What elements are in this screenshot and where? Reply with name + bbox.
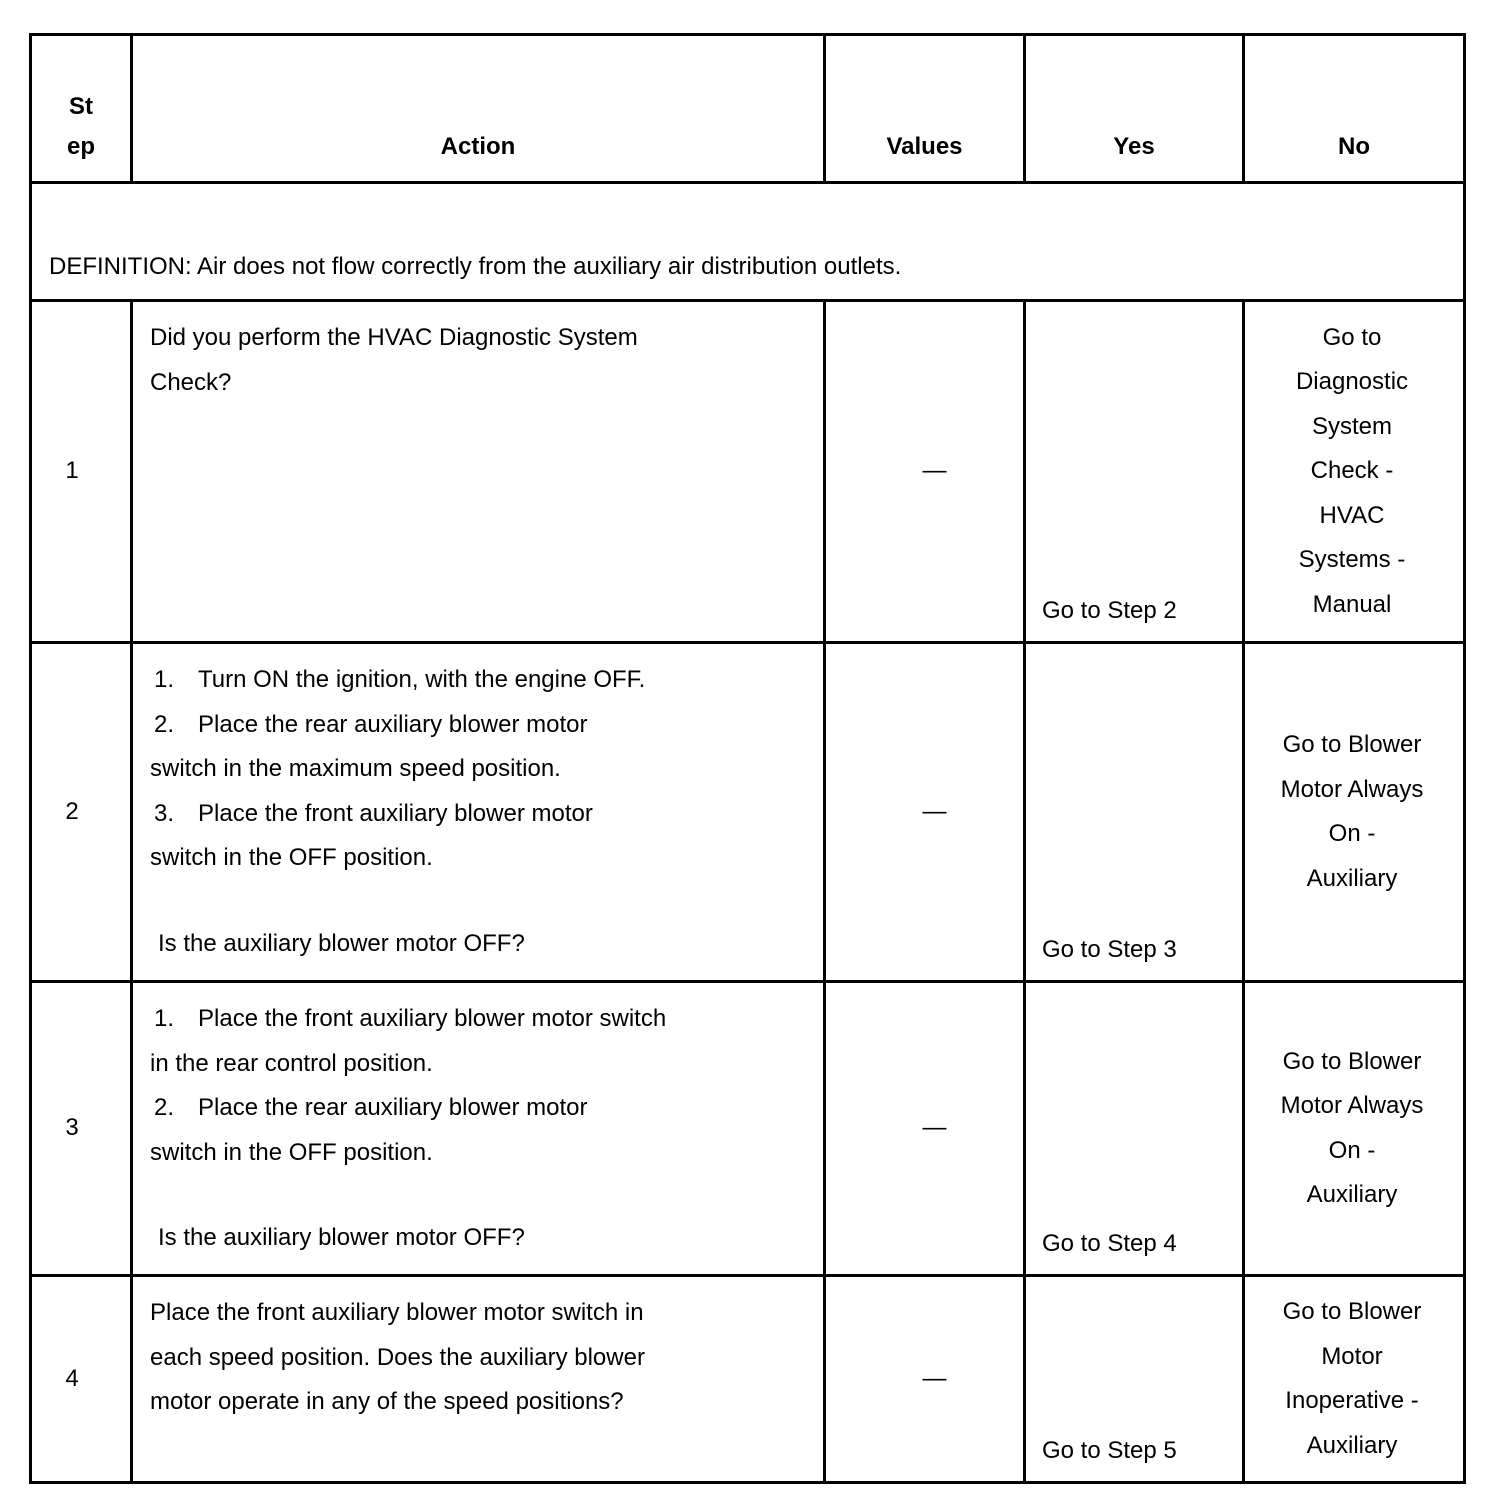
action-line: each speed position. Does the auxiliary blower [150, 1343, 645, 1371]
values-header: Values [825, 35, 1025, 183]
yes-cell: Go to Step 4 [1025, 982, 1244, 1276]
step-header-line1: St [69, 93, 93, 120]
no-cell [1244, 1276, 1465, 1483]
no-cell [1244, 643, 1465, 982]
action-item-continuation: switch in the OFF position. [150, 844, 433, 871]
step-number: 1 [31, 301, 132, 643]
action-cell [132, 301, 825, 643]
step-number: 2 [31, 643, 132, 982]
no-line: Auxiliary [1306, 864, 1398, 892]
value-cell: — [825, 301, 1025, 643]
step-header [31, 35, 132, 183]
step-number: 4 [31, 1276, 132, 1483]
no-line: Motor [1321, 1342, 1383, 1370]
no-cell [1244, 982, 1465, 1276]
item-number: 2. [154, 1094, 175, 1121]
action-line: motor operate in any of the speed positions? [150, 1388, 624, 1415]
table-row [31, 301, 1465, 643]
no-line: Check - [1310, 457, 1394, 485]
item-number: 1. [154, 1005, 175, 1032]
yes-cell: Go to Step 5 [1025, 1276, 1244, 1483]
no-line: Auxiliary [1306, 1431, 1398, 1459]
table-row [31, 1276, 1465, 1483]
no-line: On - [1328, 1136, 1376, 1164]
action-item-continuation: switch in the maximum speed position. [150, 755, 561, 782]
action-cell [132, 1276, 825, 1483]
item-text: Place the front auxiliary blower motor [198, 799, 593, 827]
action-question: Is the auxiliary blower motor OFF? [158, 929, 525, 957]
table-row [31, 982, 1465, 1276]
step-number: 3 [31, 982, 132, 1276]
no-line: Motor Always [1280, 775, 1424, 803]
diagnostic-table [29, 33, 1466, 1484]
no-line: Go to [1322, 323, 1382, 351]
no-line: Inoperative - [1285, 1387, 1419, 1414]
no-line: Motor Always [1280, 1092, 1424, 1119]
table-row [31, 643, 1465, 982]
no-header: No [1244, 35, 1465, 183]
action-item [150, 658, 783, 703]
action-item [150, 792, 783, 837]
no-line: Go to Blower [1282, 1298, 1422, 1325]
yes-cell: Go to Step 2 [1025, 301, 1244, 643]
no-line: Diagnostic [1295, 368, 1409, 396]
no-line: Systems - [1298, 546, 1406, 574]
action-cell [132, 643, 825, 982]
yes-header: Yes [1025, 35, 1244, 183]
action-question: Is the auxiliary blower motor OFF? [158, 1224, 525, 1251]
value-cell: — [825, 643, 1025, 982]
value-cell: — [825, 1276, 1025, 1483]
definition-text: DEFINITION: Air does not flow correctly from the auxiliary air distribution outlets. [31, 183, 1465, 301]
value-cell: — [825, 982, 1025, 1276]
item-number: 3. [154, 799, 175, 827]
item-number: 1. [154, 666, 175, 693]
action-line: Check? [150, 368, 232, 396]
spacer [150, 881, 783, 922]
no-line: Go to Blower [1282, 731, 1422, 758]
action-item-continuation: switch in the OFF position. [150, 1138, 433, 1166]
spacer [150, 1175, 783, 1216]
no-line: Manual [1312, 590, 1392, 618]
no-line: System [1311, 412, 1392, 440]
action-item [150, 997, 783, 1042]
no-line: HVAC [1319, 501, 1385, 529]
item-text: Place the rear auxiliary blower motor [198, 710, 588, 738]
action-line: Did you perform the HVAC Diagnostic System [150, 324, 638, 351]
action-item [150, 703, 783, 748]
action-header: Action [132, 35, 825, 183]
definition-row [31, 183, 1465, 301]
item-text: Place the front auxiliary blower motor switch [198, 1005, 667, 1032]
no-cell [1244, 301, 1465, 643]
step-header-line2: ep [66, 133, 95, 160]
action-item-continuation: in the rear control position. [150, 1049, 433, 1077]
action-item [150, 1086, 783, 1131]
item-text: Place the rear auxiliary blower motor [198, 1094, 588, 1121]
header-row [31, 35, 1465, 183]
no-line: Go to Blower [1282, 1047, 1422, 1075]
item-text: Turn ON the ignition, with the engine OFF. [198, 666, 646, 693]
action-cell [132, 982, 825, 1276]
item-number: 2. [154, 710, 175, 738]
yes-cell: Go to Step 3 [1025, 643, 1244, 982]
no-line: On - [1328, 820, 1376, 847]
action-line: Place the front auxiliary blower motor switch in [150, 1299, 644, 1326]
no-line: Auxiliary [1306, 1181, 1398, 1208]
